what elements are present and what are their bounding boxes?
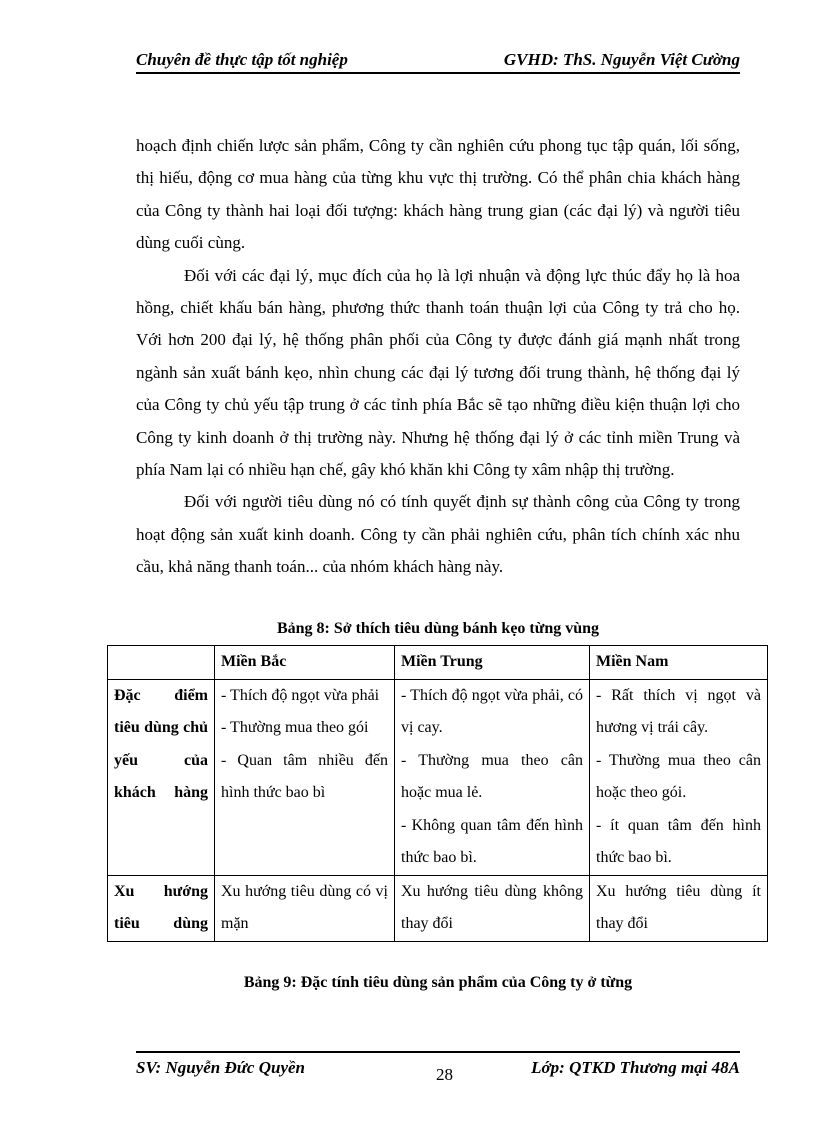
cell-line: - Quan tâm nhiều đến hình thức bao bì xyxy=(221,751,388,801)
body-text xyxy=(136,130,740,584)
cell-mien-trung-trend xyxy=(395,875,590,941)
cell-line: - Thường mua theo gói xyxy=(221,719,369,736)
cell-line: Xu hướng tiêu dùng ít thay đổi xyxy=(596,882,761,932)
paragraph: Đối với các đại lý, mục đích của họ là lợi nhuận và động lực thúc đẩy họ là hoa hồng, chiết khấu bán hàng, phương thức thanh toán thuận lợi của Công ty trả cho họ. Với hơn 200 đại lý, hệ thống phân phối của Công ty được đánh giá mạnh nhất trong ngành sản xuất bánh kẹo, nhìn chung các đại lý tương đối trung thành, hệ thống đại lý của Công ty chủ yếu tập trung ở các tỉnh phía Bắc sẽ tạo những điều kiện thuận lợi cho Công ty kinh doanh ở thị trường này. Nhưng hệ thống đại lý ở các tỉnh miền Trung và phía Nam lại có nhiều hạn chế, gây khó khăn khi Công ty xâm nhập thị trường. xyxy=(136,265,740,480)
cell-line: - Không quan tâm đến hình thức bao bì. xyxy=(401,816,583,866)
footer-class: Lớp: QTKD Thương mại 48A xyxy=(531,1058,740,1077)
paragraph: hoạch định chiến lược sản phẩm, Công ty cần nghiên cứu phong tục tập quán, lối sống, thị hiếu, động cơ mua hàng của từng khu vực thị trường. Có thể phân chia khách hàng của Công ty thành hai loại đối tượng: khách hàng trung gian (các đại lý) và người tiêu dùng cuối cùng. xyxy=(136,136,740,253)
column-header-mien-nam: Miền Nam xyxy=(590,646,768,680)
cell-mien-bac-trend xyxy=(215,875,395,941)
table-9-caption: Bảng 9: Đặc tính tiêu dùng sản phẩm của Công ty ở từng xyxy=(243,974,633,991)
table-corner-cell xyxy=(108,646,215,680)
cell-line: - Thường mua theo cân hoặc theo gói. xyxy=(596,751,761,801)
page-header xyxy=(136,48,740,74)
column-header-mien-bac: Miền Bắc xyxy=(215,646,395,680)
cell-line: - Thích độ ngọt vừa phải xyxy=(221,686,380,704)
paragraph: Đối với người tiêu dùng nó có tính quyết định sự thành công của Công ty trong hoạt động sản xuất kinh doanh. Công ty cần phải nghiên cứu, phân tích chính xác nhu cầu, khả năng thanh toán... của nhóm khách hàng này. xyxy=(136,492,740,577)
cell-mien-nam-trend xyxy=(590,875,768,941)
header-report-title: Chuyên đề thực tập tốt nghiệp xyxy=(136,50,348,69)
cell-mien-nam-traits xyxy=(590,679,768,875)
page-footer xyxy=(136,1051,740,1093)
row-header-consumption-trend: Xu hướng tiêu dùng xyxy=(108,875,215,941)
cell-line: - Thích độ ngọt vừa phải, có vị cay. xyxy=(401,686,583,736)
cell-line: - Thường mua theo cân hoặc mua lẻ. xyxy=(401,751,583,801)
page-number: 28 xyxy=(436,1065,453,1084)
column-header-mien-trung: Miền Trung xyxy=(395,646,590,680)
cell-line: Xu hướng tiêu dùng có vị mặn xyxy=(221,882,388,932)
table-header-row xyxy=(108,646,768,680)
table-row xyxy=(108,679,768,875)
cell-mien-trung-traits xyxy=(395,679,590,875)
header-advisor: GVHD: ThS. Nguyễn Việt Cường xyxy=(503,50,740,69)
table-8-caption: Bảng 8: Sở thích tiêu dùng bánh kẹo từng vùng xyxy=(276,620,600,637)
row-header-consumer-traits: Đặc điểm tiêu dùng chủ yếu của khách hàng xyxy=(108,679,215,875)
cell-line: - Rất thích vị ngọt và hương vị trái cây. xyxy=(596,686,761,736)
cell-line: Xu hướng tiêu dùng không thay đổi xyxy=(401,882,583,932)
table-row xyxy=(108,875,768,941)
consumer-preference-table xyxy=(107,645,768,942)
cell-mien-bac-traits xyxy=(215,679,395,875)
footer-student: SV: Nguyễn Đức Quyền xyxy=(136,1058,306,1077)
cell-line: - ít quan tâm đến hình thức bao bì. xyxy=(596,816,761,866)
